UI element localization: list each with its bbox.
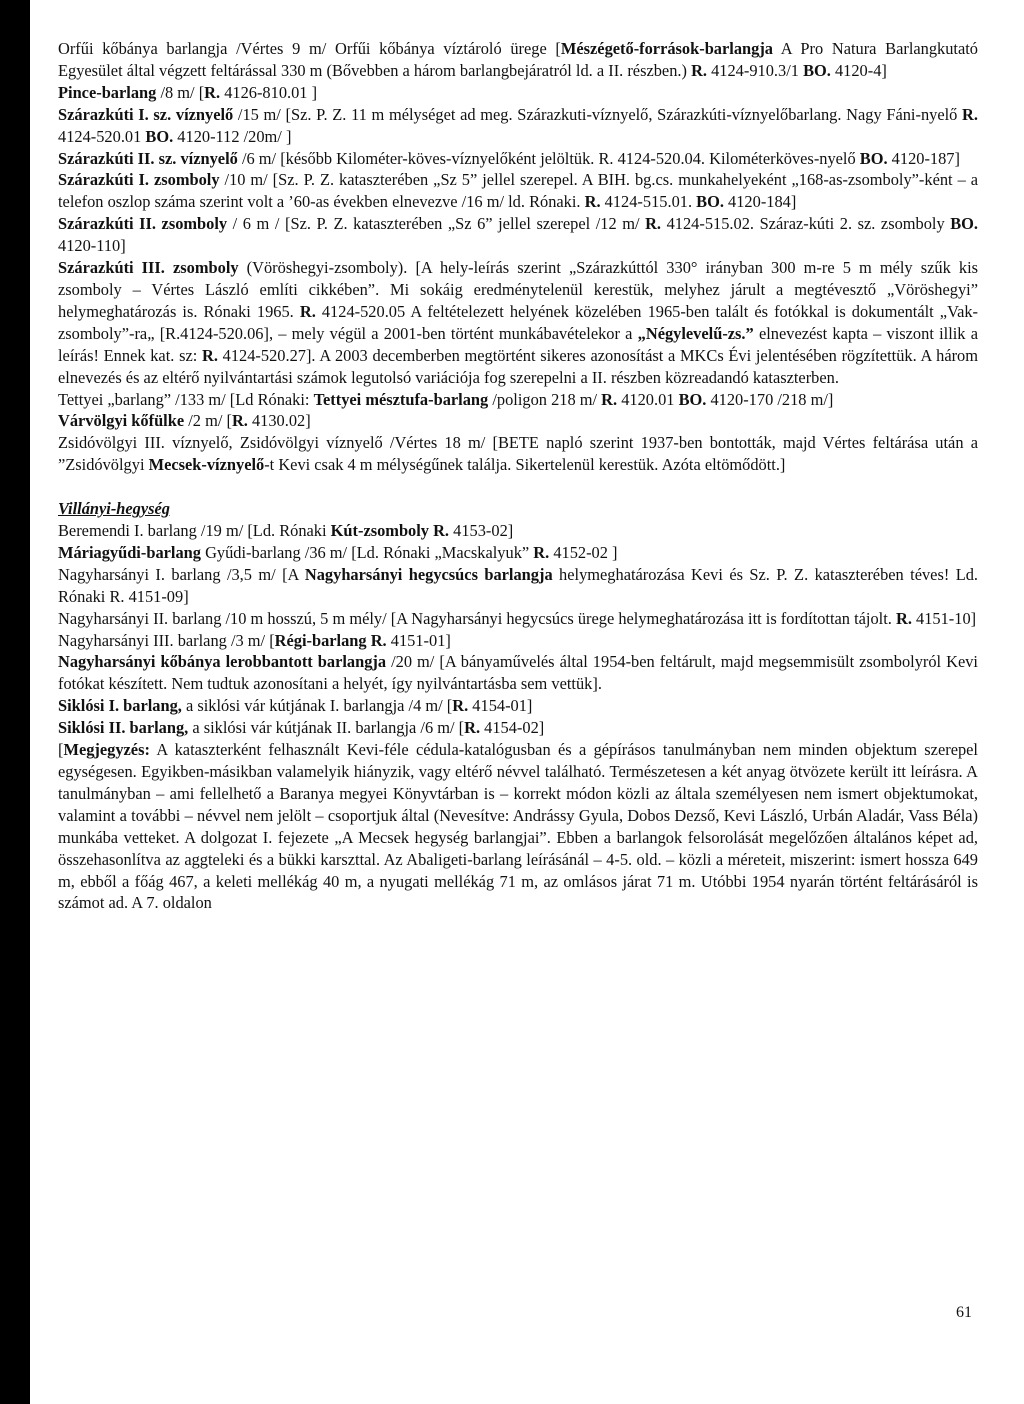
entry-text: 4152-02 ] bbox=[549, 542, 618, 562]
catalog-entry bbox=[58, 542, 978, 564]
entry-bold-text: Nagyharsányi hegycsúcs barlangja bbox=[304, 564, 553, 584]
entry-bold-text: Máriagyűdi-barlang bbox=[58, 542, 201, 562]
entry-text: 4154-01] bbox=[468, 696, 533, 716]
entry-bold-text: R. bbox=[533, 542, 550, 562]
entry-bold-text: Pince-barlang bbox=[58, 82, 157, 102]
entry-text: 4126-810.01 ] bbox=[220, 82, 318, 102]
entry-text: /2 m/ [ bbox=[184, 411, 232, 431]
entry-text: Beremendi I. barlang /19 m/ [Ld. Rónaki bbox=[58, 521, 331, 541]
entry-bold-text: Mecsek-víznyelő bbox=[148, 455, 265, 475]
catalog-entry bbox=[58, 651, 978, 695]
section-heading: Villányi-hegység bbox=[58, 499, 170, 519]
section-gap bbox=[58, 476, 978, 498]
entry-bold-text: BO. bbox=[859, 148, 888, 168]
entry-text: Nagyharsányi I. barlang /3,5 m/ [A bbox=[58, 564, 305, 584]
entry-bold-text: R. bbox=[584, 192, 601, 212]
entry-text: 4120-4] bbox=[830, 60, 887, 80]
entry-text: Nagyharsányi II. barlang /10 m hosszú, 5 m mély/ [A Nagyharsányi hegycsúcs ürege helymeghatározása itt is fordítottan tájolt. bbox=[58, 608, 896, 628]
entry-bold-text: Várvölgyi kőfülke bbox=[58, 411, 185, 431]
entry-text: /8 m/ [ bbox=[156, 82, 205, 102]
entry-text: 4124-520.01 bbox=[58, 126, 146, 146]
entry-text: 4120-110] bbox=[58, 236, 126, 256]
entry-bold-text: Szárazkúti II. zsomboly bbox=[58, 214, 228, 234]
entries-villanyi bbox=[58, 520, 978, 914]
entry-text: Tettyei „barlang” /133 m/ [Ld Rónaki: bbox=[58, 389, 314, 409]
entry-bold-text: R. bbox=[645, 214, 662, 234]
page-number: 61 bbox=[956, 1304, 972, 1321]
entry-text: 4120-170 /218 m/] bbox=[706, 389, 834, 409]
entry-text: 4124-515.02. Száraz-kúti 2. sz. zsomboly bbox=[661, 214, 951, 234]
entry-text: Gyűdi-barlang /36 m/ [Ld. Rónaki „Macskalyuk” bbox=[200, 542, 534, 562]
entry-text: Zsidóvölgyi III. víznyelő, Zsidóvölgyi víznyelő /Vértes 18 m/ [BETE napló szerint 1937-ben bontották, majd Vértes feltárása után a ”Zsidóvölgyi bbox=[58, 433, 978, 475]
entry-bold-text: R. bbox=[962, 104, 978, 124]
entry-bold-text: Szárazkúti II. sz. víznyelő bbox=[58, 148, 238, 168]
entry-bold-text: R. bbox=[231, 411, 248, 431]
catalog-entry bbox=[58, 82, 978, 104]
entry-text: 4124-910.3/1 bbox=[707, 60, 804, 80]
entry-bold-text: R. bbox=[601, 389, 618, 409]
entry-text: 4124-520.05 A feltételezett helyének közelében 1965-ben talált és fotókkal is dokumentált „Vak-zsomboly”-ra„ [R.4124-520.06], – mely végül a 2001-ben történt munkábavételekor a bbox=[58, 301, 979, 343]
catalog-entry bbox=[58, 104, 978, 148]
entry-text: /15 m/ [Sz. P. Z. 11 m mélységet ad meg. Szárazkuti-víznyelő, Szárazkúti-víznyelőbarlang. Nagy Fáni-nyelő bbox=[233, 104, 963, 124]
entry-text: elnevezést kapta – viszont illik a leírás! Ennek kat. sz: bbox=[58, 323, 978, 365]
entry-text: 4120-187] bbox=[887, 148, 960, 168]
entry-text: A Pro Natura Barlangkutató Egyesület által végzett feltárással 330 m (Bővebben a három barlangbejáratról ld. a II. részben.) bbox=[58, 39, 979, 80]
entry-text: 4151-01] bbox=[386, 630, 451, 650]
catalog-entry bbox=[58, 257, 978, 388]
catalog-entry bbox=[58, 608, 978, 630]
entry-bold-text: R. bbox=[202, 345, 218, 365]
catalog-entry bbox=[58, 717, 978, 739]
entry-bold-text: BO. bbox=[696, 192, 724, 212]
entry-text: Orfűi kőbánya barlangja /Vértes 9 m/ Orfűi kőbánya víztároló ürege [ bbox=[58, 39, 561, 58]
entry-text: A kataszterként felhasznált Kevi-féle cédula-katalógusban és a gépírásos tanulmányban nem minden objektum szerepel egységesen. Egyikben-másikban valamelyik hiányzik, vagy eltérő névvel található. Természetesen a két anyag ötvözete került itt leírásra. A tanulmányban – ami fellelhető a Baranya megyei Könyvtárban is – korrekt módon közli az általa személyesen nem ismert objektumokat, valamint a további – névvel nem jelölt – csoportjuk által (Nevesítve: Andrássy Gyula, Dobos Dezső, Kevi László, Urbán Aladár, Vass Béla) munkába vetteket. A dolgozat I. fejezete „A Mecsek hegység barlangjai”. Ebben a barlangok felsorolását megelőzően általános képet ad, összehasonlítva az aggteleki és a bükki karszttal. Az Abaligeti-barlang leírásánál – 4-5. old. – közli a méreteit, miszerint: ismert hossza 649 m, ebből a főág 467, a keleti mellékág 40 m, a nyugati mellékág 71 m, az omlásos járat 71 m. Utóbbi 1954 nyarán történt feltárásáról is számot ad. A 7. oldalon bbox=[58, 740, 978, 913]
entry-bold-text: R. bbox=[204, 82, 221, 102]
catalog-entry bbox=[58, 389, 978, 411]
entry-text: 4151-10] bbox=[911, 608, 977, 628]
entry-bold-text: „Négylevelű-zs.” bbox=[637, 323, 754, 343]
entry-bold-text: Szárazkúti I. zsomboly bbox=[58, 170, 220, 190]
entry-text: 4124-520.27]. A 2003 decemberben megtörtént sikeres azonosítást a MKCs Évi jelentésében rögzítettük. A három elnevezés és az eltérő nyilvántartási számok legutolsó variációja fog szerepelni a II. részben közreadandó kataszterben. bbox=[58, 345, 978, 387]
entry-bold-text: R. bbox=[691, 60, 707, 80]
catalog-entry bbox=[58, 38, 978, 82]
entry-text: 4154-02] bbox=[480, 718, 545, 738]
entry-bold-text: BO. bbox=[145, 126, 174, 146]
entry-text: a siklósi vár kútjának II. barlangja /6 m/ [ bbox=[188, 718, 465, 738]
entry-text: a siklósi vár kútjának I. barlangja /4 m/ [ bbox=[181, 696, 453, 716]
entry-bold-text: Siklósi II. barlang, bbox=[58, 718, 189, 738]
catalog-entry bbox=[58, 410, 978, 432]
scan-margin-edge bbox=[0, 0, 30, 1404]
entry-bold-text: R. bbox=[299, 301, 316, 321]
entry-text: /poligon 218 m/ bbox=[488, 389, 602, 409]
entry-bold-text: BO. bbox=[803, 60, 831, 80]
entry-bold-text: Tettyei mésztufa-barlang bbox=[313, 389, 489, 409]
entry-bold-text: BO. bbox=[678, 389, 707, 409]
entry-text: 4130.02] bbox=[247, 411, 311, 431]
catalog-entry bbox=[58, 630, 978, 652]
entry-bold-text: Nagyharsányi kőbánya lerobbantott barlangja bbox=[58, 652, 387, 672]
entry-text: 4124-515.01. bbox=[600, 192, 697, 212]
entry-text: /6 m/ [később Kilométer-köves-víznyelőként jelöltük. R. 4124-520.04. Kilométerköves-nyelő bbox=[237, 148, 860, 168]
entry-bold-text: Kút-zsomboly R. bbox=[330, 521, 450, 541]
entry-text: 4153-02] bbox=[449, 521, 514, 541]
entry-text: (Vöröshegyi-zsomboly). [A hely-leírás szerint „Szárazkúttól 330° irányban 300 m-re 5 m mély szűk kis zsomboly – Vértes László említi cikkében”. Mi sokáig eredménytelenül kerestük, melyhez járult a megtévesztő „Vöröshegyi” helymeghatározás is. Rónaki 1965. bbox=[58, 258, 978, 321]
catalog-entry bbox=[58, 520, 978, 542]
entry-text: / 6 m / [Sz. P. Z. kataszterében „Sz 6” jellel szerepel /12 m/ bbox=[227, 214, 646, 234]
entry-bold-text: R. bbox=[464, 718, 481, 738]
entry-bold-text: Szárazkúti I. sz. víznyelő bbox=[58, 104, 234, 124]
catalog-entry bbox=[58, 213, 978, 257]
entry-text: /10 m/ [Sz. P. Z. kataszterében „Sz 5” jellel szerepel. A BIH. bg.cs. munkahelyeként „168-as-zsomboly”-ként – a telefon oszlop száma szerint volt a ’60-as években elnevezve /16 m/ ld. Rónaki. bbox=[58, 170, 978, 212]
catalog-entry bbox=[58, 695, 978, 717]
catalog-entry bbox=[58, 432, 978, 476]
entry-text: [ bbox=[58, 740, 64, 760]
entry-text: Nagyharsányi III. barlang /3 m/ [ bbox=[58, 630, 275, 650]
document-body bbox=[58, 38, 978, 914]
catalog-entry bbox=[58, 739, 978, 914]
entry-bold-text: BO. bbox=[950, 214, 979, 234]
catalog-entry bbox=[58, 564, 978, 608]
catalog-entry bbox=[58, 148, 978, 170]
entries-mecsek bbox=[58, 38, 978, 476]
entry-bold-text: Régi-barlang R. bbox=[274, 630, 387, 650]
entry-bold-text: Mészégető-források-barlangja bbox=[560, 39, 773, 58]
entry-bold-text: Megjegyzés: bbox=[63, 740, 150, 760]
entry-bold-text: R. bbox=[452, 696, 469, 716]
entry-text: -t Kevi csak 4 m mélységűnek találja. Sikertelenül kerestük. Azóta eltömődött.] bbox=[264, 455, 786, 475]
entry-text: helymeghatározása Kevi és Sz. P. Z. kataszterében téves! Ld. Rónaki R. 4151-09] bbox=[58, 564, 978, 606]
catalog-entry bbox=[58, 169, 978, 213]
entry-bold-text: Szárazkúti III. zsomboly bbox=[58, 258, 239, 278]
entry-text: 4120-184] bbox=[723, 192, 797, 212]
entry-bold-text: R. bbox=[895, 608, 912, 628]
entry-text: 4120.01 bbox=[617, 389, 679, 409]
entry-bold-text: Siklósi I. barlang, bbox=[58, 696, 182, 716]
entry-text: 4120-112 /20m/ ] bbox=[173, 126, 292, 146]
entry-text: /20 m/ [A bányaművelés által 1954-ben feltárult, majd megsemmisült zsombolyról Kevi fotókat készített. Nem tudtuk azonosítani a helyét, így nyilvántartásba sem vettük]. bbox=[58, 652, 978, 694]
